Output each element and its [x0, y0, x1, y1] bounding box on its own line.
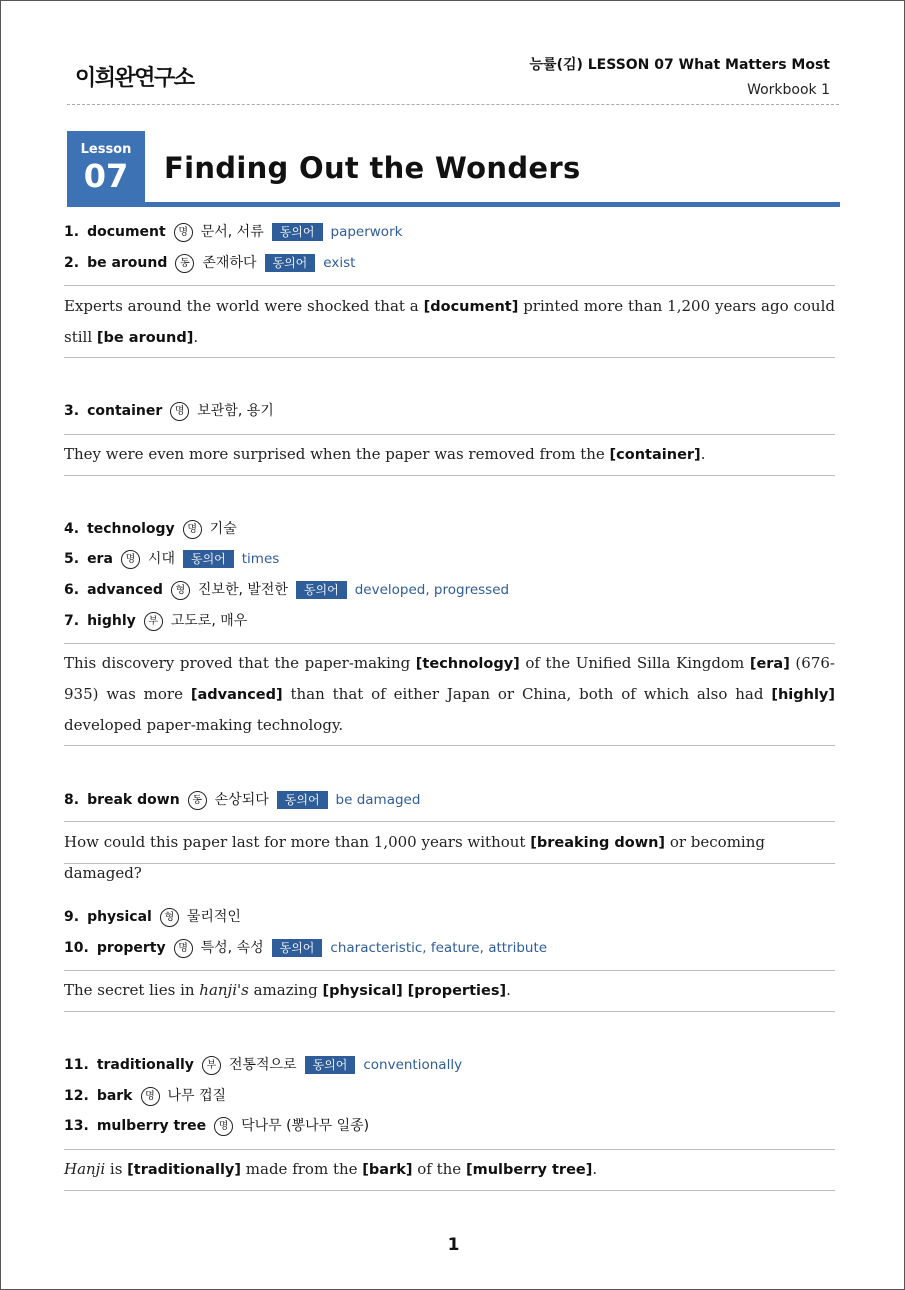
synonym-tag: 동의어 — [272, 223, 323, 241]
vocab-item — [64, 1116, 377, 1136]
header-course: 능률(김) LESSON 07 What Matters Most — [529, 57, 830, 73]
vocab-number: 1. — [64, 224, 80, 240]
pos-icon: 부 — [144, 612, 163, 631]
pos-icon: 명 — [174, 223, 193, 242]
pos-icon: 형 — [160, 908, 179, 927]
vocab-meaning: 보관함, 용기 — [197, 403, 274, 419]
divider — [64, 970, 835, 971]
sentence-text: printed more than 1,200 years ago could still — [64, 297, 835, 346]
divider — [64, 285, 835, 286]
sentence-text: made from the — [241, 1160, 363, 1178]
vocab-word: physical — [87, 909, 152, 925]
example-sentence — [64, 291, 835, 353]
vocab-item — [64, 401, 282, 421]
vocab-meaning: 전통적으로 — [228, 1057, 297, 1073]
keyword-blank: [document] — [423, 299, 519, 315]
lesson-badge — [67, 131, 145, 207]
synonym-tag: 동의어 — [305, 1056, 356, 1074]
page-number: 1 — [447, 1235, 460, 1255]
vocab-number: 13. — [64, 1118, 89, 1134]
vocab-word: mulberry tree — [96, 1118, 207, 1134]
vocab-item — [64, 1055, 462, 1075]
vocab-meaning: 닥나무 (뽕나무 일종) — [241, 1118, 370, 1134]
example-sentence — [64, 827, 835, 888]
sentence-text: than that of either Japan or China, both of which also had — [282, 685, 772, 703]
divider — [64, 1011, 835, 1012]
vocab-word: break down — [87, 792, 180, 808]
vocab-meaning: 진보한, 발전한 — [197, 582, 288, 598]
vocab-word: be around — [87, 255, 168, 271]
vocab-meaning: 특성, 속성 — [200, 940, 264, 956]
vocab-number: 4. — [64, 521, 80, 537]
vocab-item — [64, 1086, 234, 1106]
vocab-number: 2. — [64, 255, 80, 271]
italic-term: hanji's — [199, 981, 249, 999]
vocab-item — [64, 519, 245, 539]
vocab-word: traditionally — [96, 1057, 194, 1073]
pos-icon: 동 — [175, 254, 194, 273]
divider — [64, 475, 835, 476]
vocab-number: 8. — [64, 792, 80, 808]
divider — [64, 643, 835, 644]
synonym-tag: 동의어 — [183, 550, 234, 568]
vocab-item — [64, 938, 547, 958]
brand-logo: 이희완연구소 — [75, 66, 194, 91]
sentence-text: How could this paper last for more than 1,000 years without — [64, 833, 531, 851]
header-info — [530, 54, 830, 98]
keyword-blank: [mulberry tree] — [465, 1162, 593, 1178]
pos-icon: 명 — [183, 520, 202, 539]
vocab-number: 7. — [64, 613, 80, 629]
divider — [64, 863, 835, 864]
vocab-word: era — [87, 551, 113, 567]
vocab-item — [64, 253, 355, 273]
vocab-synonym: developed, progressed — [354, 582, 510, 598]
keyword-blank: [advanced] — [190, 687, 283, 703]
keyword-blank: [technology] — [415, 656, 520, 672]
keyword-blank: [traditionally] — [127, 1162, 242, 1178]
keyword-blank: [physical] — [322, 983, 403, 999]
sentence-text: (676-935) was more — [64, 654, 835, 703]
vocab-meaning: 손상되다 — [214, 792, 269, 808]
keyword-blank: [be around] — [96, 330, 194, 346]
synonym-tag: 동의어 — [272, 939, 323, 957]
vocab-synonym: exist — [323, 255, 356, 271]
vocab-number: 6. — [64, 582, 80, 598]
divider — [64, 357, 835, 358]
keyword-blank: [properties] — [407, 983, 507, 999]
sentence-text: of the — [412, 1160, 466, 1178]
sentence-text: developed paper-making technology. — [64, 716, 344, 734]
divider — [64, 434, 835, 435]
pos-icon: 명 — [170, 402, 189, 421]
divider — [64, 1190, 835, 1191]
sentence-text: Experts around the world were shocked that a — [64, 297, 424, 315]
vocab-number: 12. — [64, 1088, 89, 1104]
vocab-number: 3. — [64, 403, 80, 419]
divider — [64, 1149, 835, 1150]
divider — [64, 745, 835, 746]
vocab-item — [64, 222, 402, 242]
vocab-number: 11. — [64, 1057, 89, 1073]
vocab-meaning: 기술 — [209, 521, 237, 537]
synonym-tag: 동의어 — [296, 581, 347, 599]
synonym-tag: 동의어 — [265, 254, 316, 272]
pos-icon: 동 — [188, 791, 207, 810]
vocab-meaning: 존재하다 — [202, 255, 257, 271]
example-sentence — [64, 648, 835, 740]
vocab-word: document — [87, 224, 166, 240]
vocab-synonym: conventionally — [363, 1057, 463, 1073]
sentence-text: . — [700, 445, 706, 463]
sentence-text: They were even more surprised when the paper was removed from the — [64, 445, 610, 463]
pos-icon: 형 — [171, 581, 190, 600]
vocab-meaning: 고도로, 매우 — [170, 613, 248, 629]
sentence-text: . — [506, 981, 511, 999]
example-sentence — [64, 439, 835, 470]
lesson-title: Finding Out the Wonders — [164, 151, 581, 185]
vocab-word: container — [87, 403, 163, 419]
sentence-text: This discovery proved that the paper-making — [64, 654, 416, 672]
vocab-item — [64, 907, 249, 927]
pos-icon: 명 — [214, 1117, 233, 1136]
vocab-word: bark — [96, 1088, 133, 1104]
sentence-text: The secret lies in — [64, 981, 200, 999]
vocab-number: 10. — [64, 940, 89, 956]
vocab-word: property — [96, 940, 166, 956]
vocab-synonym: characteristic, feature, attribute — [330, 940, 548, 956]
sentence-text: . — [592, 1160, 598, 1178]
sentence-text: of the Unified Silla Kingdom — [519, 654, 750, 672]
header-divider — [67, 104, 839, 105]
lesson-label: Lesson — [80, 142, 132, 157]
vocab-word: advanced — [87, 582, 163, 598]
synonym-tag: 동의어 — [277, 791, 328, 809]
vocab-item — [64, 790, 420, 810]
vocab-meaning: 나무 껍질 — [167, 1088, 227, 1104]
vocab-meaning: 문서, 서류 — [200, 224, 264, 240]
lesson-number: 07 — [83, 157, 129, 195]
vocab-word: highly — [87, 613, 136, 629]
title-underline — [67, 202, 840, 207]
sentence-text: amazing — [248, 981, 323, 999]
keyword-blank: [era] — [749, 656, 790, 672]
example-sentence — [64, 1154, 835, 1185]
header-workbook: Workbook 1 — [747, 82, 830, 98]
pos-icon: 명 — [121, 550, 140, 569]
pos-icon: 부 — [202, 1056, 221, 1075]
divider — [64, 821, 835, 822]
pos-icon: 명 — [174, 939, 193, 958]
vocab-number: 9. — [64, 909, 80, 925]
vocab-item — [64, 611, 255, 631]
pos-icon: 명 — [141, 1087, 160, 1106]
keyword-blank: [container] — [609, 447, 701, 463]
vocab-meaning: 시대 — [147, 551, 175, 567]
vocab-synonym: paperwork — [330, 224, 403, 240]
vocab-meaning: 물리적인 — [186, 909, 241, 925]
vocab-word: technology — [87, 521, 175, 537]
italic-term: Hanji — [64, 1160, 106, 1178]
vocab-item — [64, 580, 509, 600]
example-sentence — [64, 975, 835, 1006]
sentence-text: is — [105, 1160, 128, 1178]
sentence-text: . — [193, 328, 199, 346]
vocab-synonym: be damaged — [335, 792, 421, 808]
sentence-text: or becoming damaged? — [64, 833, 765, 882]
vocab-number: 5. — [64, 551, 80, 567]
vocab-synonym: times — [241, 551, 280, 567]
keyword-blank: [bark] — [362, 1162, 413, 1178]
keyword-blank: [breaking down] — [530, 835, 666, 851]
keyword-blank: [highly] — [771, 687, 835, 703]
vocab-item — [64, 549, 279, 569]
